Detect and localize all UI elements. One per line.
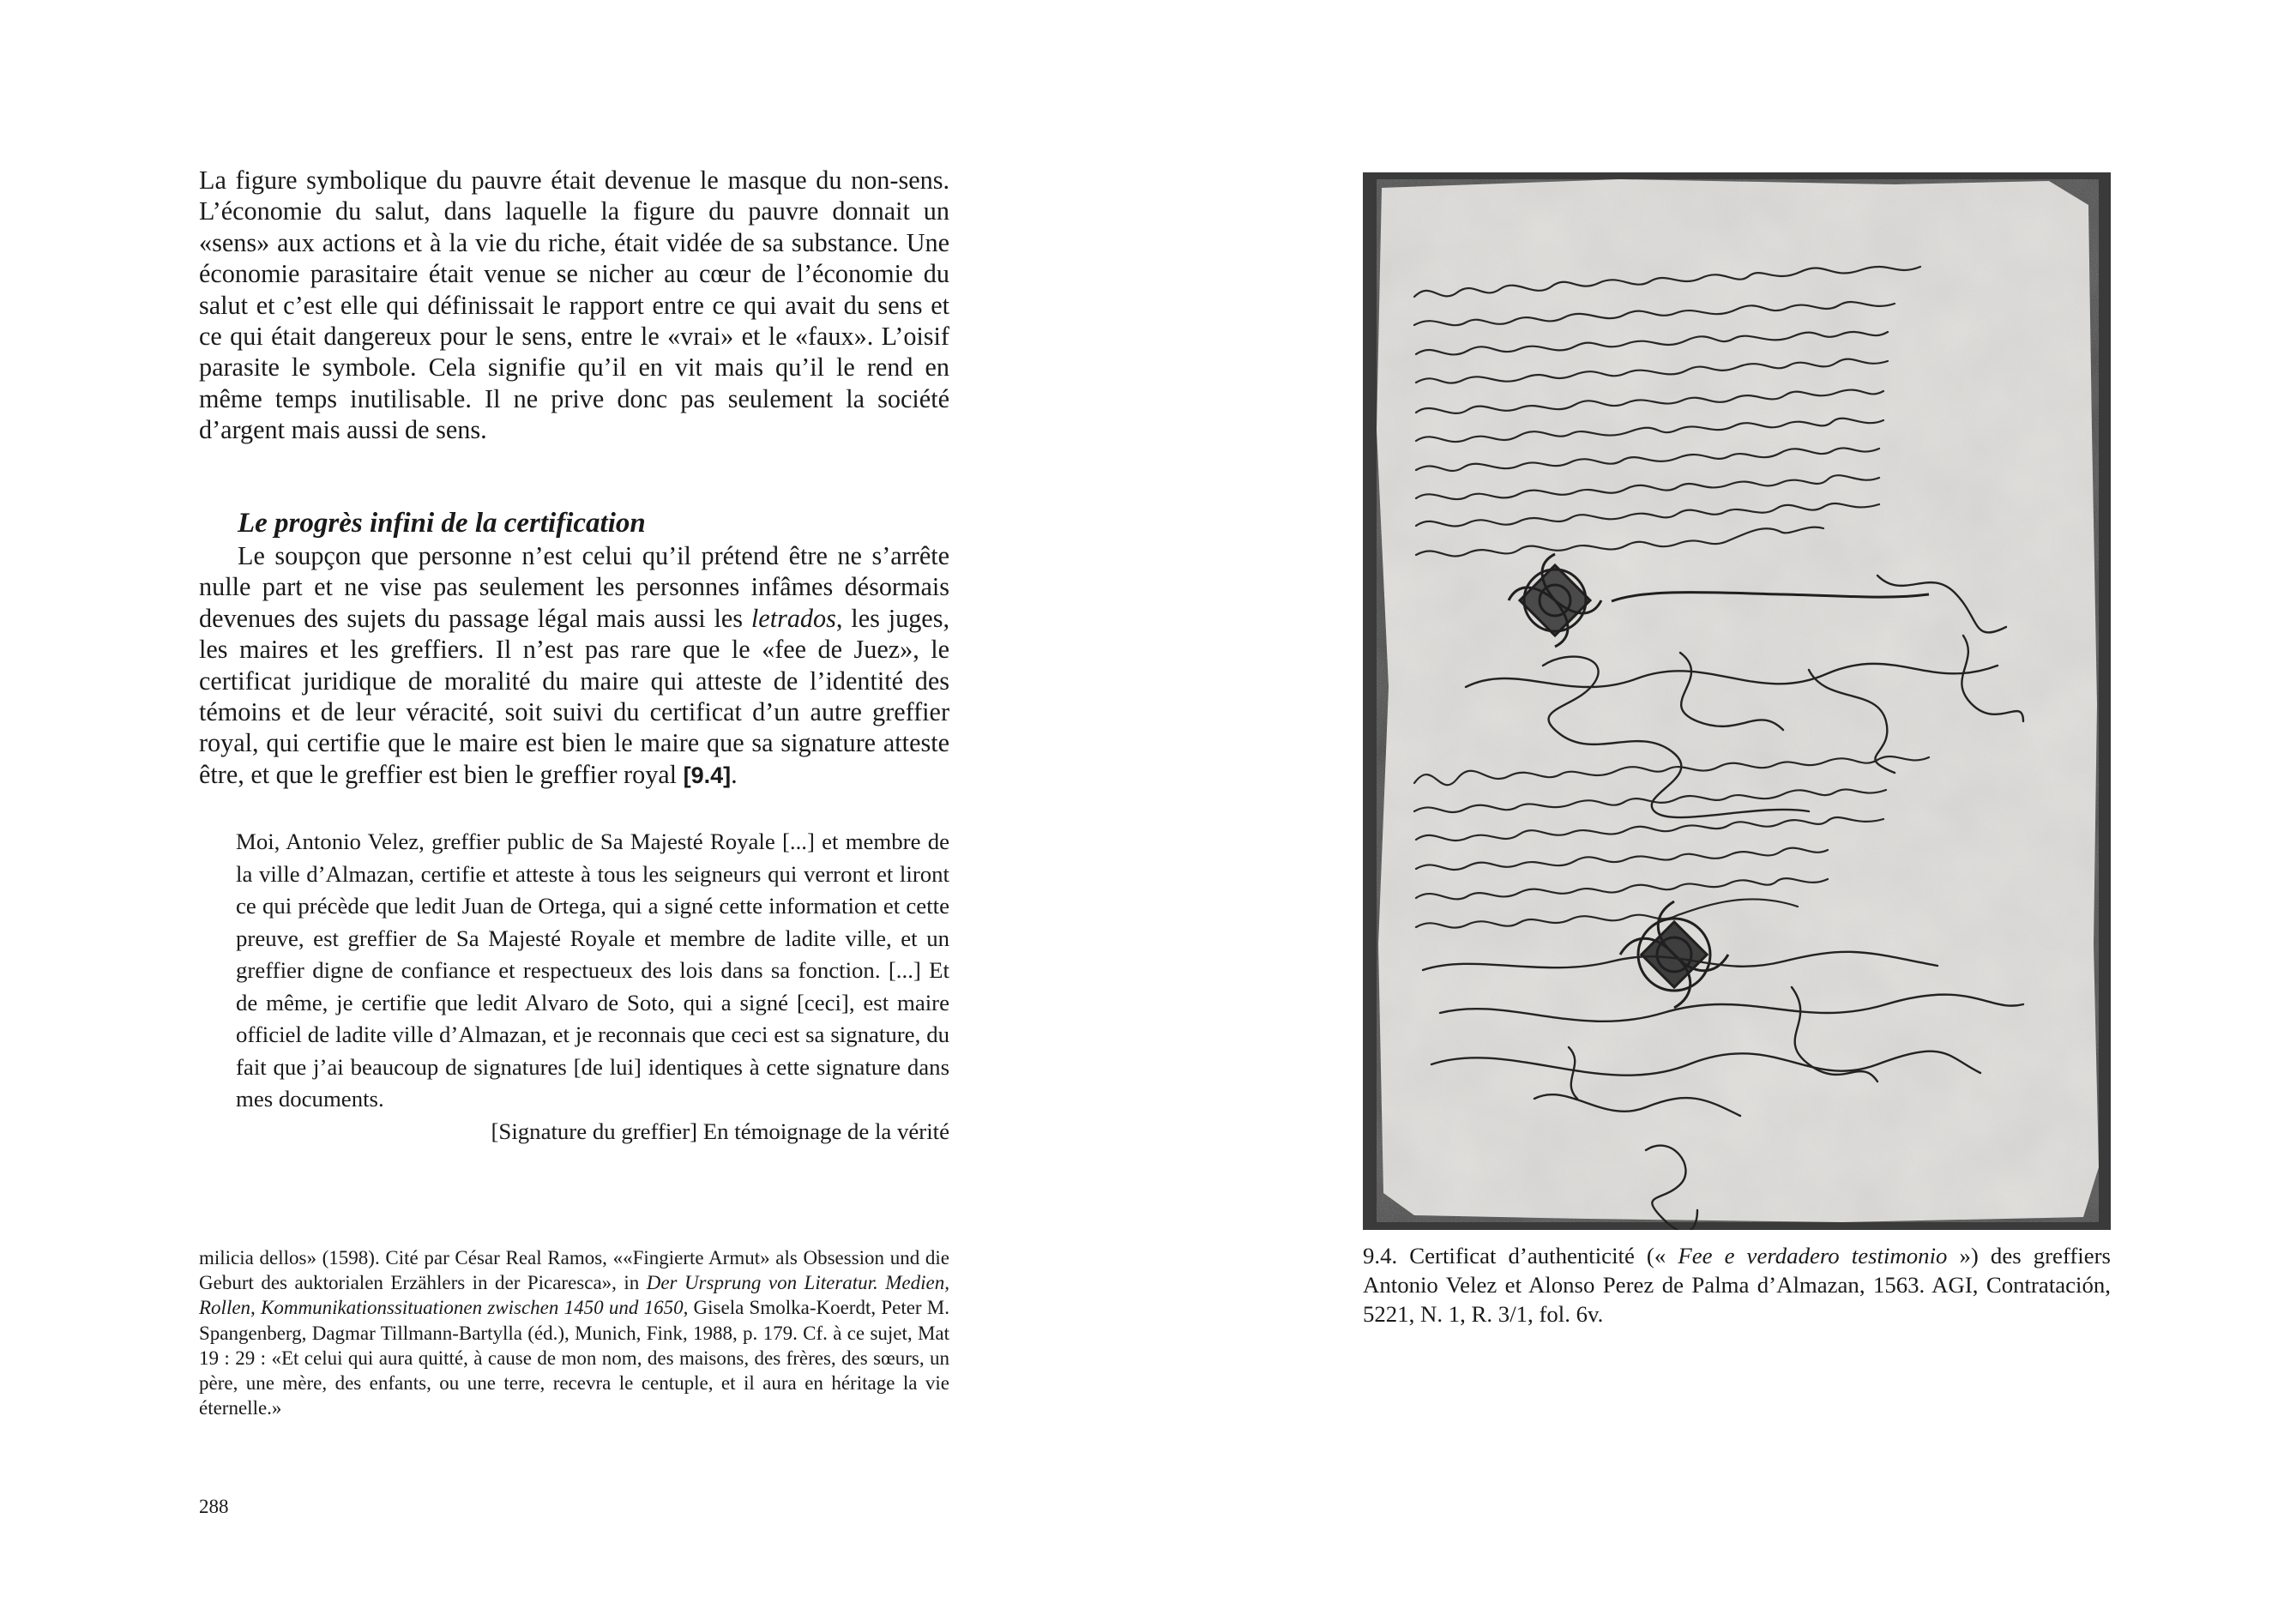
figure-reference: [9.4] (683, 762, 732, 788)
manuscript-image (1363, 172, 2111, 1230)
caption-italic: Fee e verdadero testimonio (1678, 1243, 1948, 1268)
section-body-text-2: , les juges, les maires et les greffiers. Il n’est pas rare que le «fee de Juez», le certificat juridique de moralité du maire qui atteste de l’identité des témoins et de leur véracité, soit suivi du certificat d’un autre greffier royal, qui certifie que le maire est bien le maire que sa signature atteste être, et que le greffier est bien le greffier royal (199, 603, 949, 789)
section-heading: Le progrès infini de la certification (238, 508, 646, 539)
section-body (199, 540, 949, 791)
footnote (199, 1245, 949, 1420)
paper-texture (1377, 179, 2099, 1222)
footnote-italic-title: Der Ursprung von Literatur. Medien, Rollen, Kommunikationssituationen zwischen 1450 und 1650 (199, 1272, 949, 1319)
footnote-text-2: , Gisela Smolka-Koerdt, Peter M. Spangenberg, Dagmar Tillmann-Bartylla (éd.), Munich, Fink, 1988, p. 179. Cf. à ce sujet, Mat 19 : 29 : «Et celui qui aura quitté, à cause de mon nom, des maisons, des frères, des sœurs, un père, une mère, des enfants, ou une terre, recevra le centuple, et il aura en héritage la vie éternelle.» (199, 1297, 949, 1419)
page-number: 288 (199, 1496, 229, 1517)
block-quote-signature: [Signature du greffier] En témoignage de la vérité (491, 1118, 949, 1144)
caption-text-1: 9.4. Certificat d’authenticité (« (1363, 1243, 1678, 1268)
caption-text-2: ») des greffiers Antonio Velez et Alonso Perez de Palma d’Almazan, 1563. AGI, Contratación, 5221, N. 1, R. 3/1, fol. 6v. (1363, 1243, 2111, 1327)
left-page (199, 0, 949, 1621)
section-body-text-3: . (731, 759, 738, 789)
block-quote (236, 826, 949, 1148)
section-body-text-1: Le soupçon que personne n’est celui qu’il prétend être ne s’arrête nulle part et ne vise pas seulement les personnes infâmes désormais devenues des sujets du passage légal mais aussi les (199, 541, 949, 633)
block-quote-text: Moi, Antonio Velez, greffier public de Sa Majesté Royale [...] et membre de la ville d’Almazan, certifie et atteste à tous les seigneurs qui verront et liront ce qui précède que ledit Juan de Ortega, qui a signé cette information et cette preuve, est greffier de Sa Majesté Royale et membre de ladite ville, et un greffier digne de confiance et respectueux des lois dans sa fonction. [...] Et de même, je certifie que ledit Alvaro de Soto, qui a signé [ceci], est maire officiel de ladite ville d’Almazan, et je reconnais que ceci est sa signature, du fait que j’ai beaucoup de signatures [de lui] identiques à cette signature dans mes documents. (236, 829, 949, 1112)
footnote-text-1: milicia dellos» (1598). Cité par César Real Ramos, ««Fingierte Armut» als Obsession und die Geburt des auktorialen Erzählers in der Picaresca», in (199, 1247, 949, 1294)
figure-caption (1363, 1242, 2111, 1329)
section-body-italic: letrados (750, 603, 836, 633)
intro-paragraph (199, 165, 949, 446)
paragraph-text: La figure symbolique du pauvre était devenue le masque du non-sens. L’économie du salut, dans laquelle la figure du pauvre donnait un «sens» aux actions et à la vie du riche, était vidée de sa substance. Une économie parasitaire était venue se nicher au cœur de l’économie du salut et c’est elle qui définissait le rapport entre ce qui avait du sens et ce qui était dangereux pour le sens, entre le «vrai» et le «faux». L’oisif parasite le symbole. Cela signifie qu’il en vit mais qu’il le rend en même temps inutilisable. Il ne prive donc pas seulement la société d’argent mais aussi de sens. (199, 166, 949, 445)
manuscript-figure (1363, 172, 2111, 1230)
